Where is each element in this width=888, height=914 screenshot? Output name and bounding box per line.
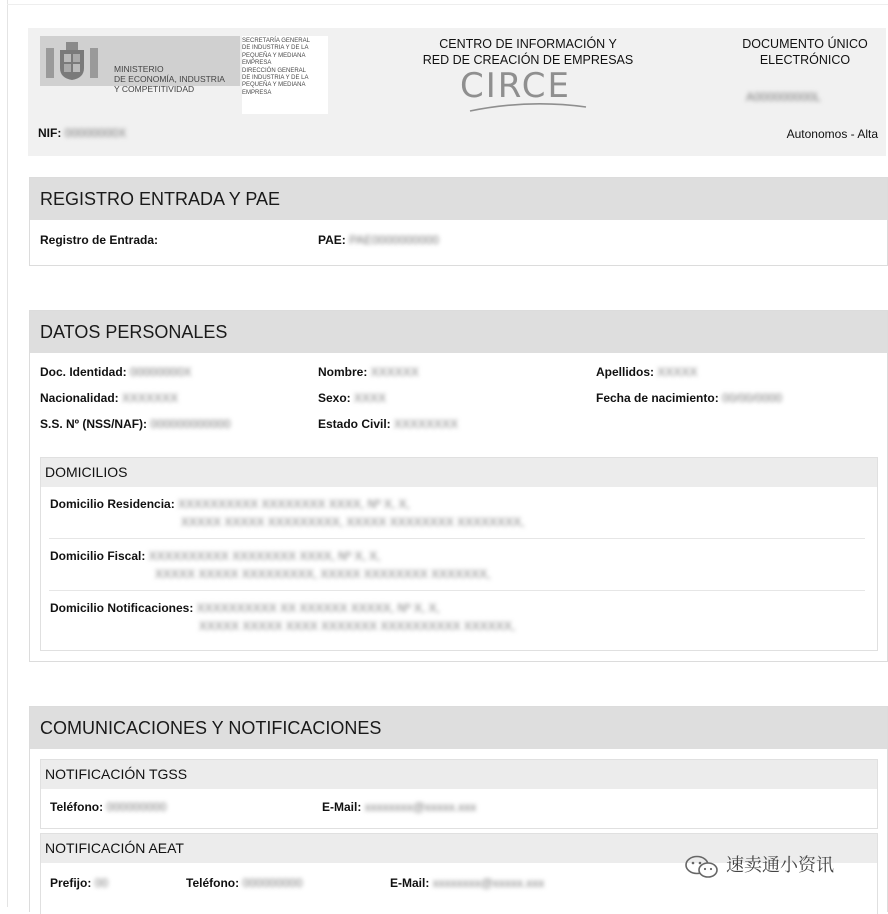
secretaria-block: SECRETARÍA GENERAL DE INDUSTRIA Y DE LA PEQUEÑA Y MEDIANA EMPRESA DIRECCIÓN GENERAL DE INDUSTRIA Y DE LA PEQUEÑA Y MEDIANA EMPRESA [242,36,328,114]
watermark-text: 速卖通小资讯 [726,855,834,875]
domicilio-residencia-field: Domicilio Residencia: XXXXXXXXXX XXXXXXXX XXXX, Nº X, X, [50,497,410,511]
ministry-logo [40,36,240,94]
section-registro [29,177,888,266]
aeat-prefijo-field: Prefijo: 00 [50,876,109,890]
subsection-tgss [40,759,878,829]
registration-type: Autonomos - Alta [786,127,878,141]
circe-swoosh-icon [468,101,588,115]
section-comunicaciones [29,706,888,912]
subsection-title: NOTIFICACIÓN TGSS [41,760,877,789]
ministry-name: MINISTERIO DE ECONOMÍA, INDUSTRIA Y COMPETITIVIDAD [114,64,225,94]
tgss-telefono-field: Teléfono: 000000000 [50,800,167,814]
doc-identidad-field: Doc. Identidad: 00000000X [40,365,192,379]
divider [49,538,865,539]
domicilio-notificaciones-field: Domicilio Notificaciones: XXXXXXXXXX XX XXXXXX XXXXX, Nº X, X, [50,601,440,615]
subsection-title: DOMICILIOS [41,458,877,487]
fecha-nacimiento-field: Fecha de nacimiento: 00/00/0000 [596,391,783,405]
nombre-field: Nombre: XXXXXX [318,365,419,379]
section-title: DATOS PERSONALES [30,311,887,353]
pae-field: PAE: PAE0000000000 [318,233,439,247]
domicilio-notificaciones-line2: XXXXX XXXXX XXXX XXXXXXX XXXXXXXXXX XXXXXX, [199,619,516,633]
aeat-email-field: E-Mail: xxxxxxxx@xxxxx.xxx [390,876,545,890]
section-datos-personales [29,310,888,662]
apellidos-field: Apellidos: XXXXX [596,365,698,379]
tgss-email-field: E-Mail: xxxxxxxx@xxxxx.xxx [322,800,477,814]
coat-of-arms-icon [44,40,100,82]
section-title: COMUNICACIONES Y NOTIFICACIONES [30,707,887,749]
document-title: DOCUMENTO ÚNICO ELECTRÓNICO [742,37,868,67]
registro-entrada-field: Registro de Entrada: [40,233,159,247]
circe-logo: CIRCE [460,66,571,106]
document-header [28,28,886,156]
center-title: CENTRO DE INFORMACIÓN Y RED DE CREACIÓN DE EMPRESAS [422,37,634,67]
domicilio-residencia-line2: XXXXX XXXXX XXXXXXXXX, XXXXX XXXXXXXX XXXXXXXX, [181,515,525,529]
domicilio-fiscal-field: Domicilio Fiscal: XXXXXXXXXX XXXXXXXX XXXX, Nº X, X, [50,549,381,563]
section-title: REGISTRO ENTRADA Y PAE [30,178,887,220]
ss-number-field: S.S. Nº (NSS/NAF): 000000000000 [40,417,231,431]
aeat-telefono-field: Teléfono: 000000000 [186,876,303,890]
page-border-top [7,4,888,5]
divider [49,590,865,591]
wechat-icon [684,854,720,880]
sexo-field: Sexo: XXXX [318,391,387,405]
estado-civil-field: Estado Civil: XXXXXXXX [318,417,459,431]
nif-value: 00000000X [64,126,127,140]
domicilio-fiscal-line2: XXXXX XXXXX XXXXXXXXX, XXXXX XXXXXXXX XXXXXXX, [155,567,491,581]
page-border-left [7,0,8,907]
subsection-domicilios [40,457,878,651]
nif-field: NIF: 00000000X [38,126,127,140]
document-number: A000000000L [746,90,821,104]
subsection-title: NOTIFICACIÓN AEAT [41,834,877,863]
nacionalidad-field: Nacionalidad: XXXXXXX [40,391,179,405]
